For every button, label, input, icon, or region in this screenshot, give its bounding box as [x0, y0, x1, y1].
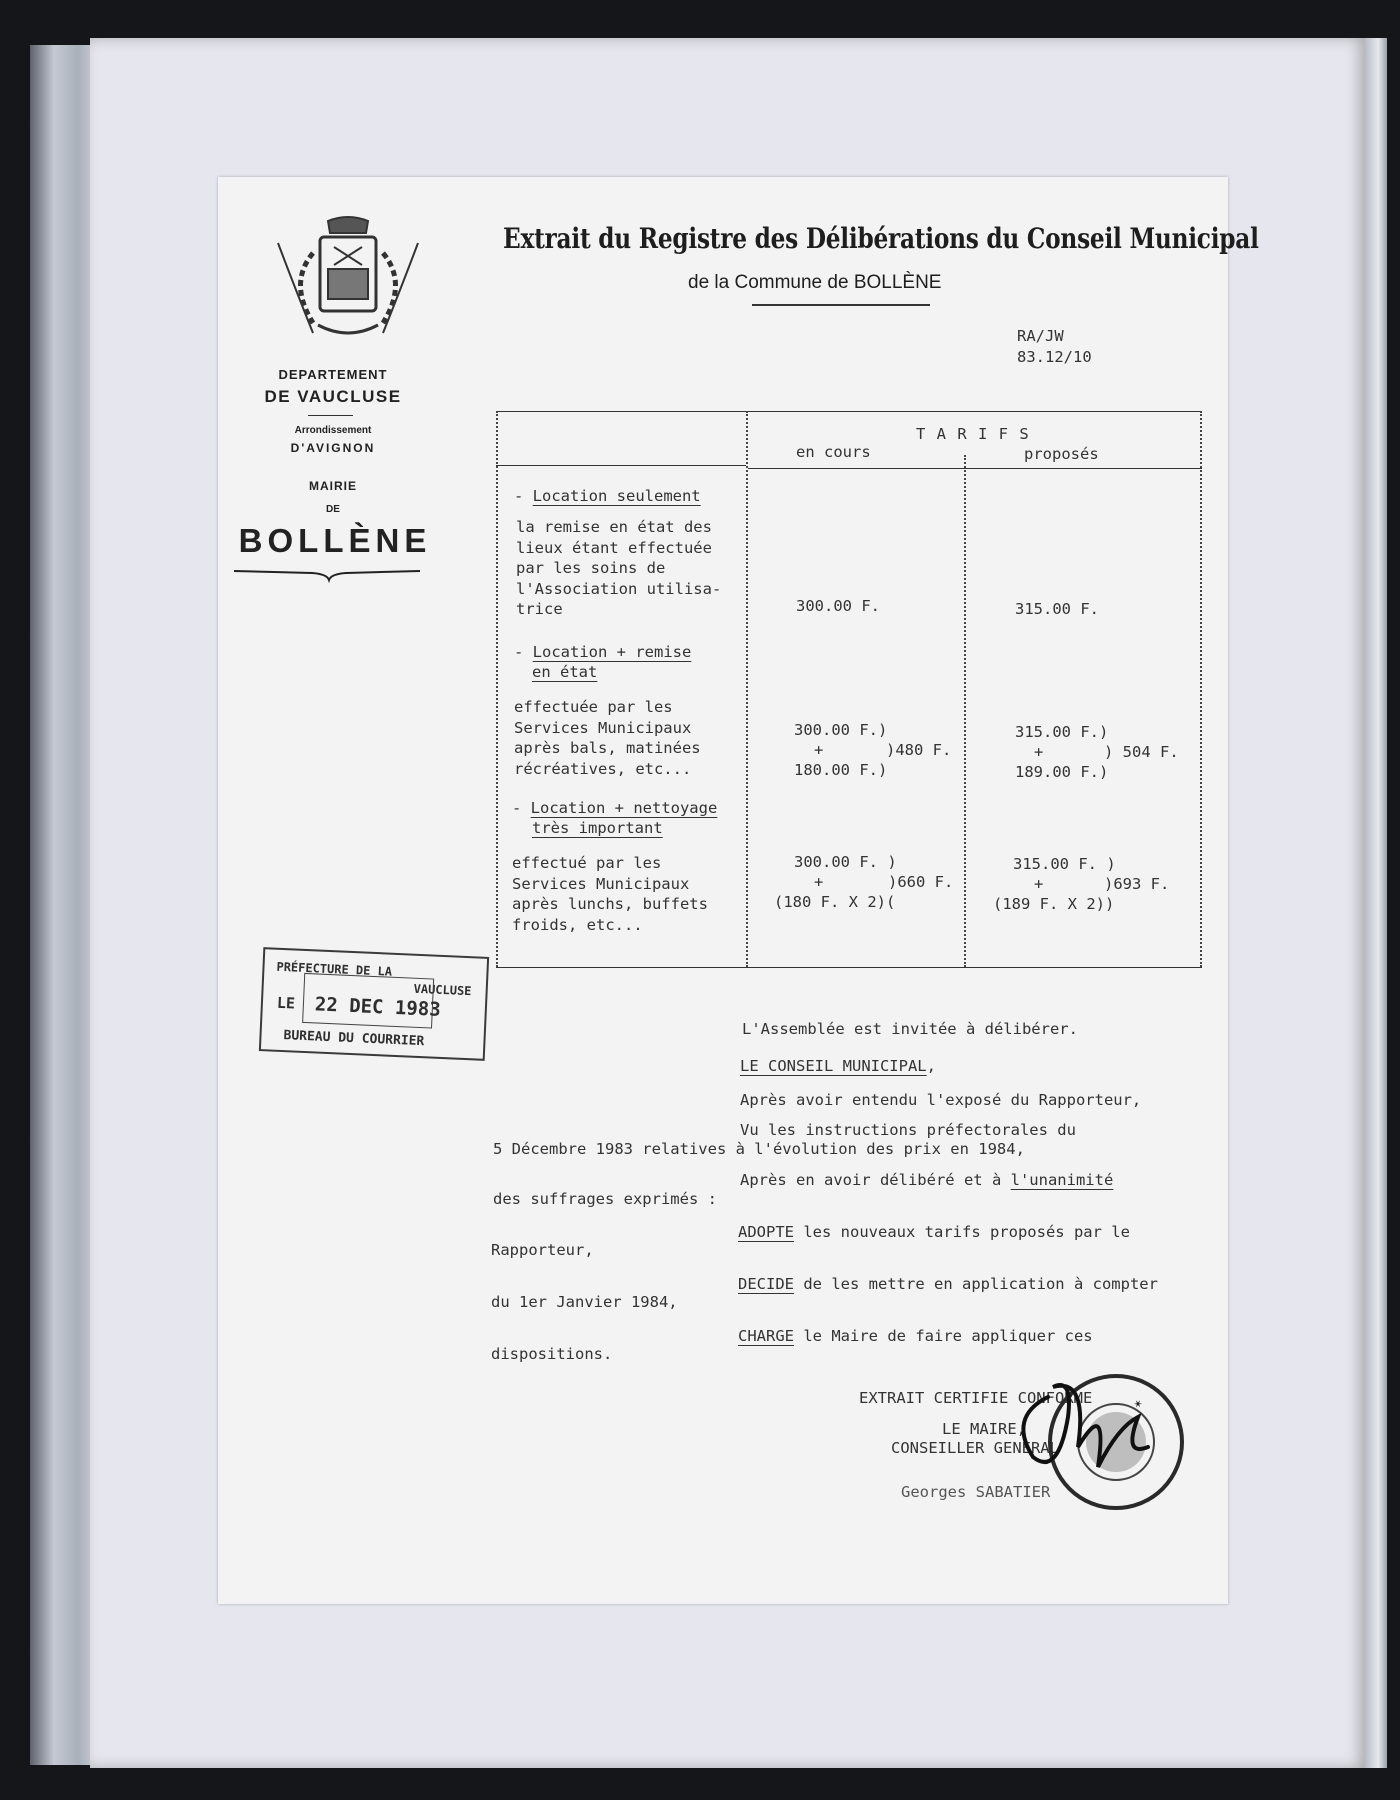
row1-proposed: 315.00 F. [1015, 600, 1099, 618]
charge-line2: dispositions. [491, 1345, 613, 1363]
decide-text: de les mettre en application à compter [803, 1275, 1158, 1293]
charge-text: le Maire de faire appliquer ces [803, 1327, 1093, 1345]
row2-title-text: Location + remise [532, 643, 692, 661]
row2-current-total: )480 F. [886, 741, 952, 759]
adopte-keyword: ADOPTE [738, 1223, 794, 1241]
row2-desc-line: après bals, matinées [514, 739, 701, 757]
heard-line: Après avoir entendu l'exposé du Rapporteur, [740, 1091, 1142, 1109]
certifie-line: EXTRAIT CERTIFIE CONFORME [859, 1389, 1093, 1407]
row3-title-text: Location + nettoyage [530, 799, 718, 817]
town-underline-flourish [232, 567, 422, 583]
row3-desc-line: après lunchs, buffets [512, 895, 708, 913]
letterhead-arrondissement: Arrondissement [294, 425, 372, 436]
subtitle-prefix: de la [688, 272, 730, 293]
row3-proposed-total: )693 F. [1104, 875, 1170, 893]
charge-keyword: CHARGE [738, 1327, 794, 1345]
handwritten-signature-icon [938, 1357, 1168, 1507]
table-top-rule [496, 411, 1202, 412]
letterhead-vaucluse: DE VAUCLUSE [264, 387, 402, 406]
header-en-cours: en cours [796, 443, 871, 461]
row3-current-plus: + [814, 873, 824, 891]
tariff-table [496, 411, 1202, 969]
letterhead-town: BOLLÈNE [238, 522, 432, 559]
row3-desc-line: effectué par les [512, 854, 662, 872]
row1-desc-line: trice [516, 600, 563, 618]
table-divider-1 [746, 411, 748, 967]
letterhead-avignon: D'AVIGNON [290, 441, 376, 455]
reception-stamp [259, 947, 489, 1061]
stamp-line1: PRÉFECTURE DE LA [276, 959, 393, 979]
maire-line: LE MAIRE, [942, 1420, 1026, 1438]
letterhead-departement: DEPARTEMENT [278, 367, 388, 382]
charge-line1 [738, 1327, 1093, 1345]
stamp-le: LE [276, 993, 296, 1013]
row1-description [516, 517, 721, 620]
row2-title-line2: en état [532, 663, 598, 681]
row2-proposed-plus: + [1034, 743, 1044, 761]
table-header-rule-right [748, 468, 1202, 469]
stamp-bureau: BUREAU DU COURRIER [283, 1028, 425, 1050]
apres-line1 [740, 1171, 1113, 1189]
adopte-line1 [738, 1223, 1130, 1241]
council-line [740, 1057, 936, 1075]
row3-description [512, 853, 708, 935]
row3-proposed-a: 315.00 F. ) [1013, 855, 1116, 873]
row1-desc-line: par les soins de [516, 559, 666, 577]
row3-proposed-b: (189 F. X 2)) [993, 895, 1115, 913]
row3-desc-line: froids, etc... [512, 915, 643, 934]
council-suffix: , [926, 1057, 936, 1075]
row2-desc-line: Services Municipaux [514, 718, 692, 737]
reference-code: RA/JW [1017, 327, 1064, 345]
document-title: Extrait du Registre des Délibérations du Conseil Municipal [503, 222, 1259, 255]
row1-desc-line: l'Association utilisa- [516, 579, 722, 598]
document-subtitle [688, 272, 941, 294]
row2-proposed-a: 315.00 F.) [1015, 723, 1109, 741]
table-border-left [496, 411, 498, 967]
row3-current-total: )660 F. [888, 873, 954, 891]
svg-text:✶: ✶ [1130, 1396, 1145, 1413]
header-tarifs: T A R I F S [916, 425, 1030, 443]
decide-keyword: DECIDE [738, 1275, 794, 1293]
document-sheet [218, 177, 1259, 1604]
apres-line2: des suffrages exprimés : [493, 1190, 717, 1208]
vu-line1: Vu les instructions préfectorales du [740, 1121, 1076, 1139]
stamp-line2: VAUCLUSE [413, 981, 472, 999]
letterhead-mairie: MAIRIE [309, 479, 357, 493]
row2-desc-line: effectuée par les [514, 698, 673, 716]
mayor-name: Georges SABATIER [901, 1483, 1051, 1501]
row3-title-line2: très important [532, 819, 663, 837]
decide-line2: du 1er Janvier 1984, [491, 1293, 678, 1311]
row1-desc-line: lieux étant effectuée [516, 538, 712, 557]
header-proposes: proposés [1024, 445, 1099, 463]
table-divider-2 [964, 455, 966, 967]
row3-current-b: (180 F. X 2)( [774, 893, 896, 911]
row2-current-b: 180.00 F.) [794, 761, 888, 779]
apres-text: Après en avoir délibéré et à [740, 1171, 1002, 1189]
unanimite-text: l'unanimité [1010, 1171, 1114, 1189]
row3-desc-line: Services Municipaux [512, 874, 690, 893]
subtitle-commune: Commune de BOLLÈNE [734, 272, 942, 293]
stamp-date: 22 DEC 1983 [314, 993, 442, 1021]
row1-desc-line: la remise en état des [516, 518, 712, 536]
decide-line1 [738, 1275, 1158, 1293]
reference-number: 83.12/10 [1017, 348, 1092, 366]
row2-current-plus: + [814, 741, 824, 759]
row2-description [514, 697, 701, 779]
row1-title-text: Location seulement [532, 487, 701, 505]
row1-current: 300.00 F. [796, 597, 880, 615]
table-border-right [1200, 411, 1202, 967]
adopte-text: les nouveaux tarifs proposés par le [803, 1223, 1130, 1241]
row3-title: - Location + nettoyage [512, 799, 718, 817]
row2-desc-line: récréatives, etc... [514, 759, 692, 778]
row3-proposed-plus: + [1034, 875, 1044, 893]
row2-proposed-total: ) 504 F. [1104, 743, 1179, 761]
book-right-edge [1365, 38, 1387, 1768]
conseiller-line: CONSEILLER GENERAL [891, 1439, 1059, 1457]
table-bottom-rule [496, 967, 1202, 968]
letterhead-divider [308, 415, 353, 416]
row1-title: - Location seulement [514, 487, 701, 505]
row2-title: - Location + remise [514, 643, 692, 661]
row3-current-a: 300.00 F. ) [794, 853, 897, 871]
invite-line: L'Assemblée est invitée à délibérer. [742, 1020, 1078, 1038]
letterhead-de: DE [326, 504, 340, 515]
vu-line2: 5 Décembre 1983 relatives à l'évolution des prix en 1984, [493, 1140, 1025, 1158]
table-header-rule-left [496, 465, 746, 466]
council-heading: LE CONSEIL MUNICIPAL [740, 1057, 927, 1075]
row2-current-a: 300.00 F.) [794, 721, 888, 739]
coat-of-arms-icon [268, 213, 428, 353]
subtitle-underline [752, 304, 930, 306]
row2-proposed-b: 189.00 F.) [1015, 763, 1109, 781]
adopte-line2: Rapporteur, [491, 1241, 594, 1259]
